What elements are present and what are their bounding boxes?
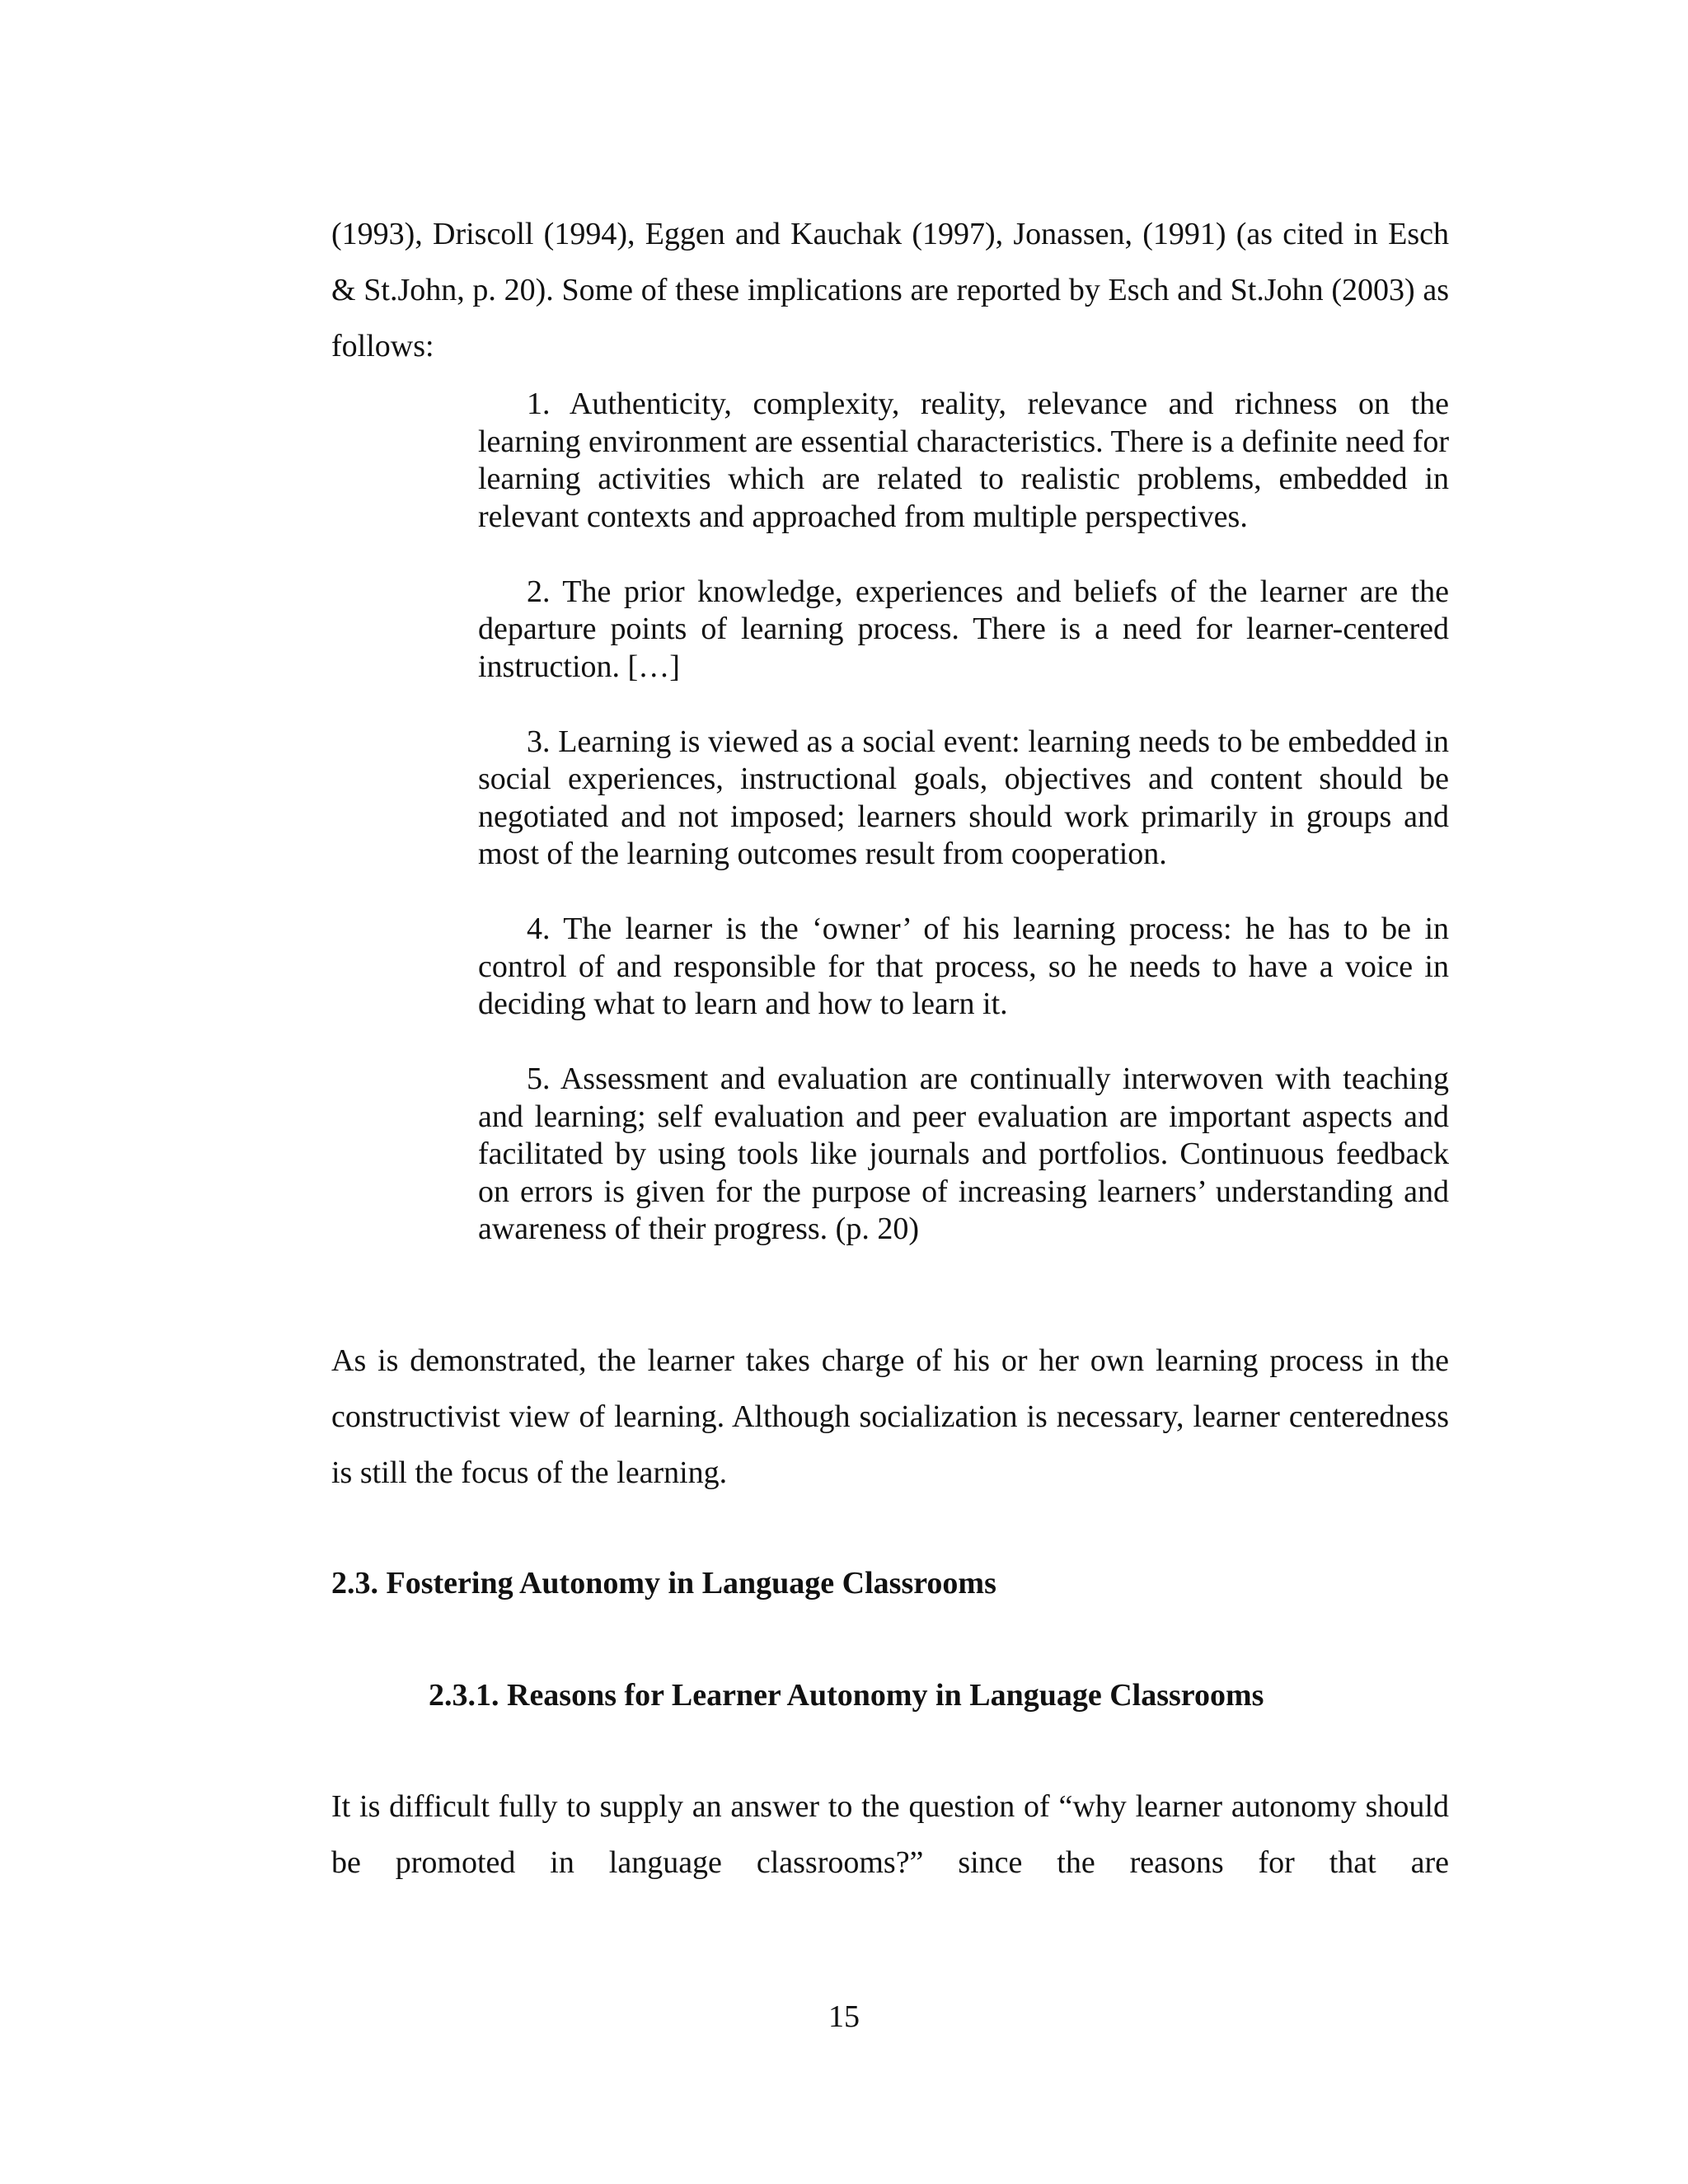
- closing-paragraph: It is difficult fully to supply an answer to the question of “why learner autonomy should be promoted in language classrooms?” since the reasons for that are: [331, 1789, 1449, 1880]
- intro-paragraph: (1993), Driscoll (1994), Eggen and Kauchak (1997), Jonassen, (1991) (as cited in Esch & St.John, p. 20). Some of these implications are reported by Esch and St.John (2003) as follows:: [331, 217, 1449, 363]
- subsection-heading: 2.3.1. Reasons for Learner Autonomy in Language Classrooms: [429, 1678, 1264, 1713]
- quote-item-5: 5. Assessment and evaluation are continually interwoven with teaching and learning; self evaluation and peer evaluation are important aspects and facilitated by using tools like journals and portfolios. Continuous feedback on errors is given for the purpose of increasing learners’ understanding and awareness of their progress. (p. 20): [478, 1062, 1449, 1246]
- conclusion-paragraph: As is demonstrated, the learner takes charge of his or her own learning process in the constructivist view of learning. Although socialization is necessary, learner centeredness is still the focus of the learning.: [331, 1343, 1449, 1490]
- quote-item-4: 4. The learner is the ‘owner’ of his learning process: he has to be in control of and responsible for that process, so he needs to have a voice in deciding what to learn and how to learn it.: [478, 912, 1449, 1021]
- page-number: 15: [828, 1999, 860, 2034]
- quote-item-2: 2. The prior knowledge, experiences and beliefs of the learner are the departure points of learning process. There is a need for learner-centered instruction. […]: [478, 574, 1449, 684]
- block-quote: [478, 386, 1449, 1286]
- quote-item-1: 1. Authenticity, complexity, reality, relevance and richness on the learning environment are essential characteristics. There is a definite need for learning activities which are related to realistic problems, embedded in relevant contexts and approached from multiple perspectives.: [478, 387, 1449, 534]
- section-heading: 2.3. Fostering Autonomy in Language Classrooms: [331, 1566, 996, 1601]
- quote-item-3: 3. Learning is viewed as a social event: learning needs to be embedded in social experiences, instructional goals, objectives and content should be negotiated and not imposed; learners should work primarily in groups and most of the learning outcomes result from cooperation.: [478, 724, 1449, 871]
